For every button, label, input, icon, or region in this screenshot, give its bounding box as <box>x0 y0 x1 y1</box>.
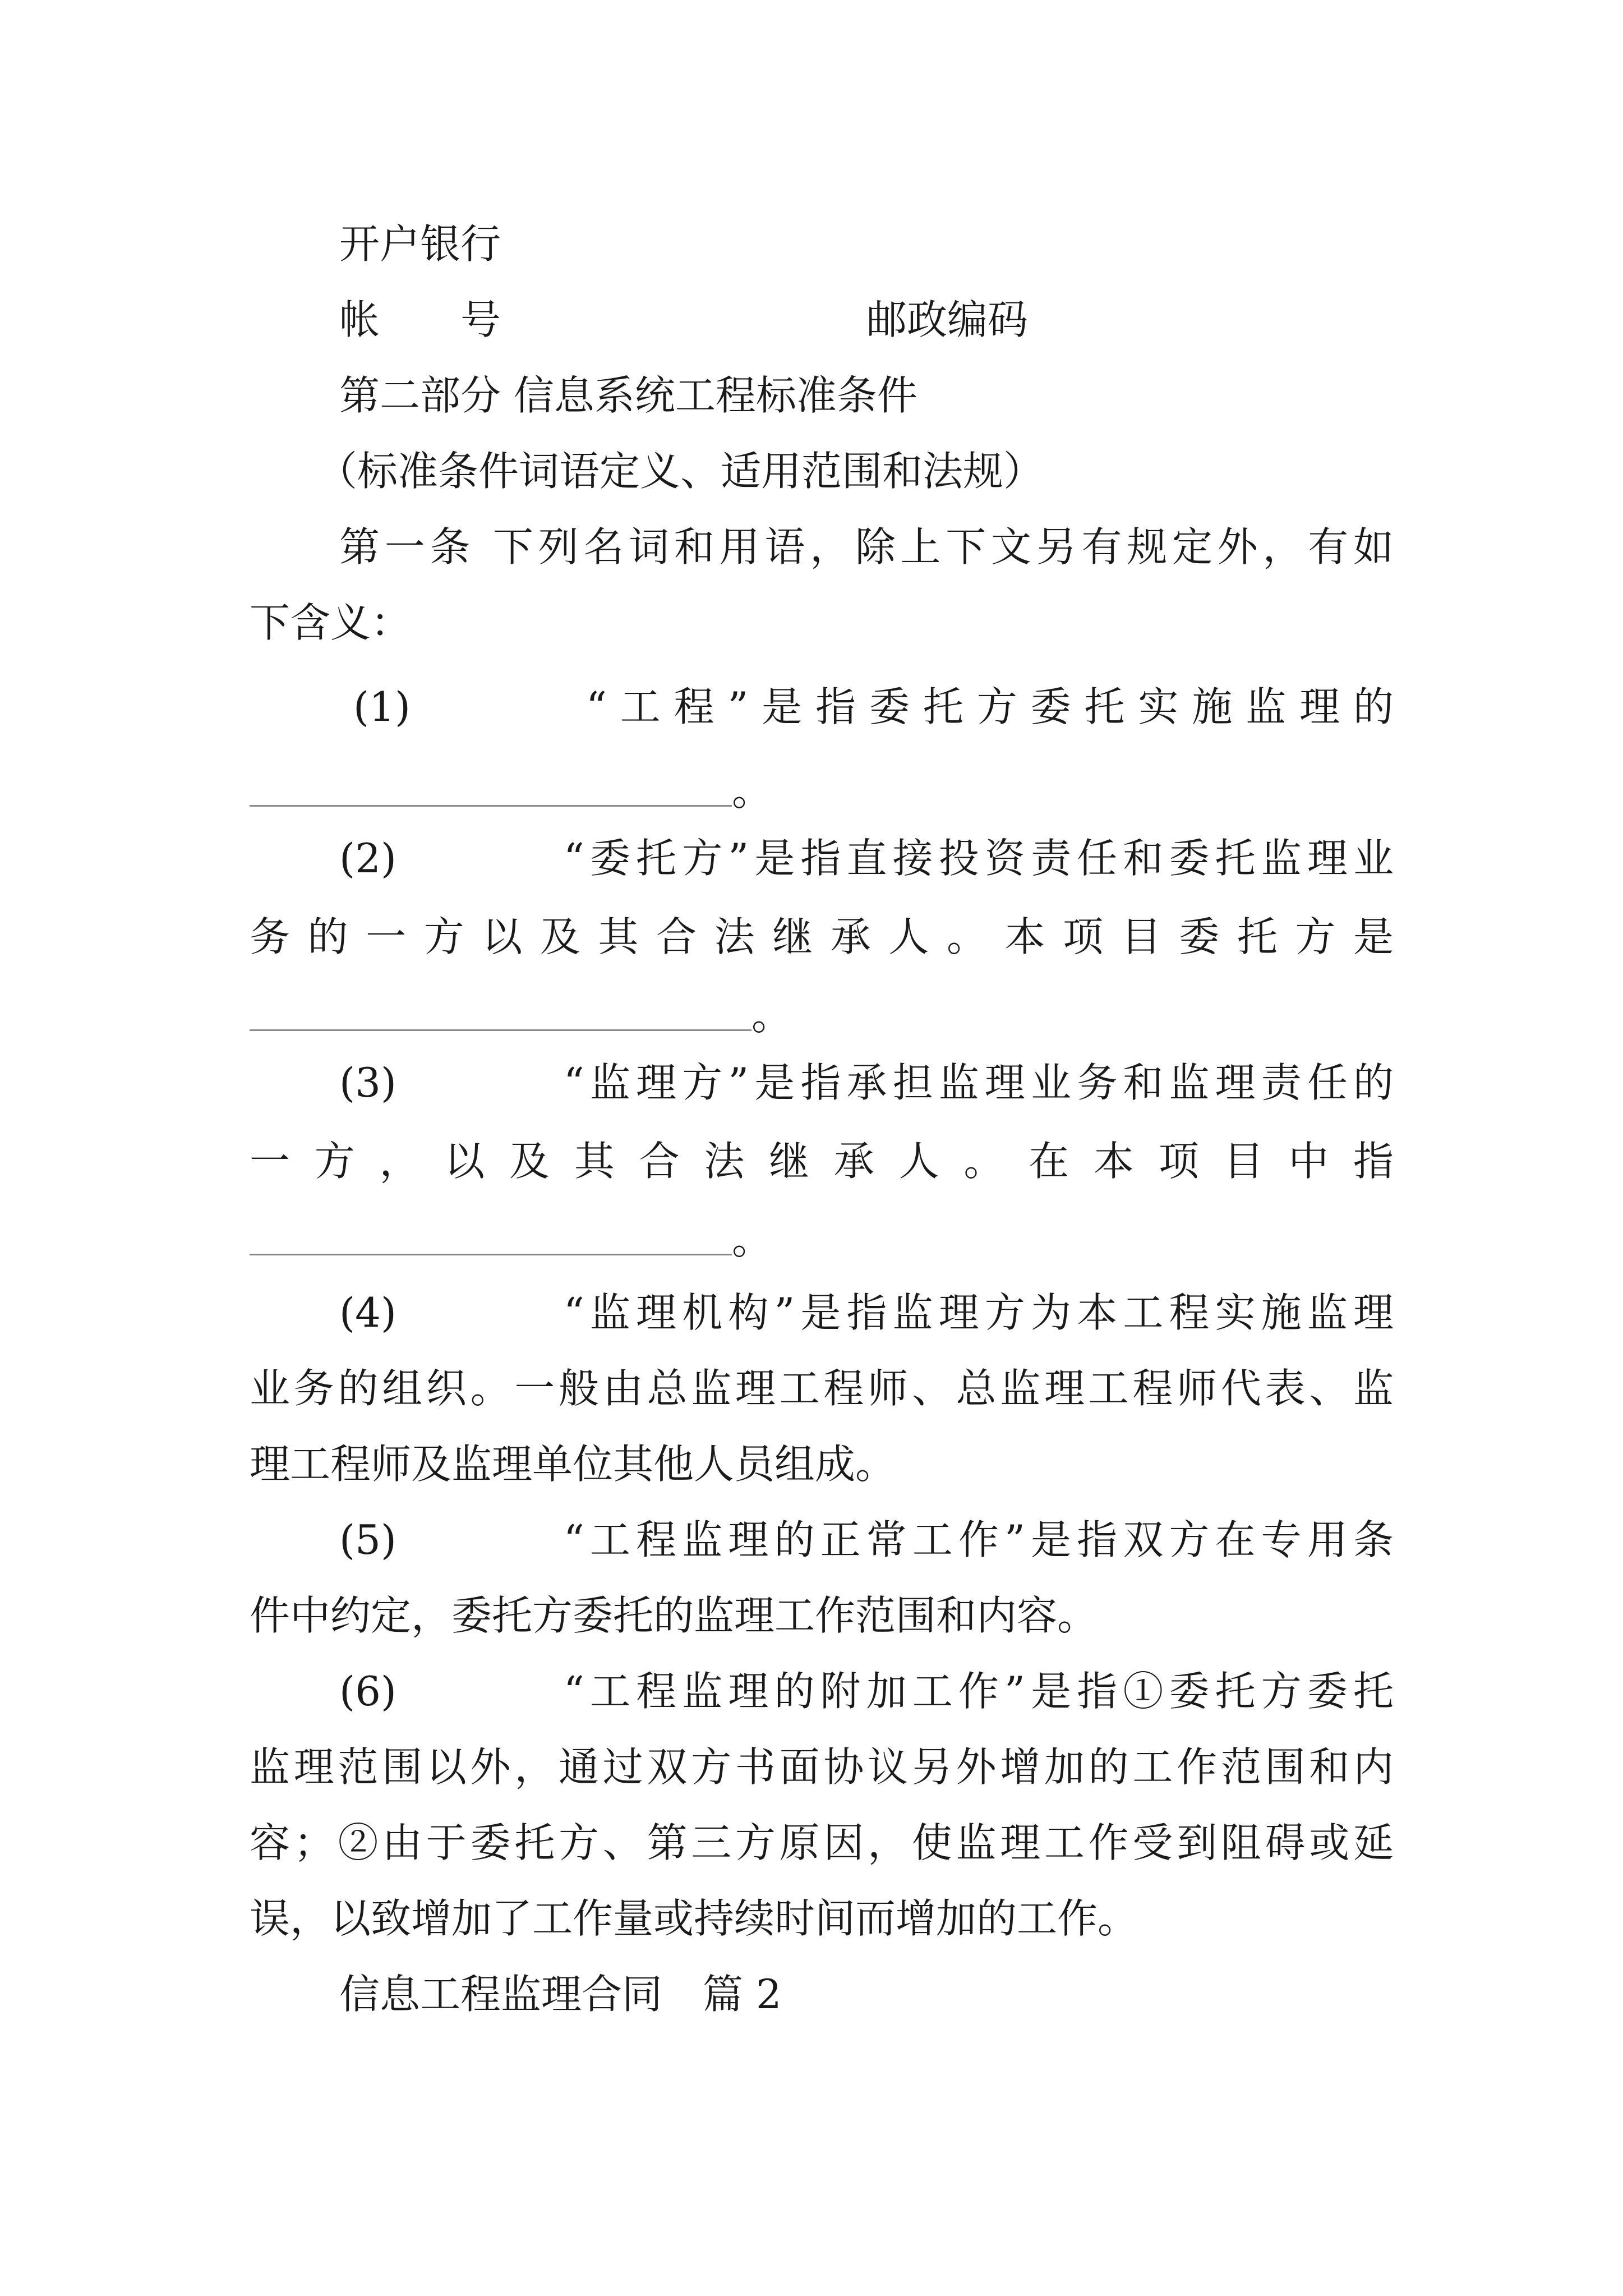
item-1-tail: 。 <box>732 767 773 815</box>
item-3-number: (3) <box>339 1059 396 1106</box>
article-1-line-1: 第一条 下列名词和用语，除上下文另有规定外，有如 <box>339 523 1394 570</box>
item-4-line-2: 业务的组织。一般由总监理工程师、总监理工程师代表、监 <box>250 1365 1394 1412</box>
item-2-line-2: 务的一方以及其合法继承人。本项目委托方是 <box>250 913 1394 960</box>
fill-in-blank <box>250 1253 732 1255</box>
item-6-line-2: 监理范围以外，通过双方书面协议另外增加的工作范围和内 <box>250 1743 1394 1791</box>
item-3-blank-line <box>250 1212 772 1268</box>
section-subtitle: （标准条件词语定义、适用范围和法规） <box>317 448 1044 495</box>
item-6-line-3: 容；②由于委托方、第三方原因，使监理工作受到阻碍或延 <box>250 1819 1394 1866</box>
bank-label: 开户银行 <box>339 220 501 268</box>
item-3-line-2: 一方，以及其合法继承人。在本项目中指 <box>250 1138 1394 1185</box>
item-5-number: (5) <box>339 1516 396 1563</box>
item-2-blank-line <box>250 987 792 1043</box>
item-4-number: (4) <box>339 1289 396 1336</box>
item-4-line-1: “监理机构”是指监理方为本工程实施监理 <box>564 1289 1394 1336</box>
item-6-line-4: 误，以致增加了工作量或持续时间而增加的工作。 <box>250 1895 1138 1942</box>
account-label: 帐 号 <box>339 296 501 343</box>
item-3-tail: 。 <box>732 1216 773 1263</box>
postcode-label: 邮政编码 <box>866 296 1029 343</box>
item-5-line-1: “工程监理的正常工作”是指双方在专用条 <box>564 1516 1394 1563</box>
item-6-line-1: “工程监理的附加工作”是指①委托方委托 <box>564 1668 1394 1715</box>
item-2-line-1: “委托方”是指直接投资责任和委托监理业 <box>564 835 1394 882</box>
item-4-line-3: 理工程师及监理单位其他人员组成。 <box>250 1441 896 1488</box>
next-section-heading: 信息工程监理合同 篇 2 <box>339 1971 782 2018</box>
item-1-number: (1) <box>353 683 411 730</box>
item-2-tail: 。 <box>751 992 792 1039</box>
section-title: 第二部分 信息系统工程标准条件 <box>339 372 917 419</box>
item-1-line-1: “工程”是指委托方委托实施监理的 <box>586 683 1394 730</box>
item-5-line-2: 件中约定，委托方委托的监理工作范围和内容。 <box>250 1592 1098 1639</box>
fill-in-blank <box>250 804 732 807</box>
item-2-number: (2) <box>339 835 396 882</box>
article-1-line-2: 下含义： <box>250 599 412 646</box>
item-6-number: (6) <box>339 1668 396 1715</box>
item-3-line-1: “监理方”是指承担监理业务和监理责任的 <box>564 1059 1394 1106</box>
fill-in-blank <box>250 1029 751 1031</box>
item-1-blank-line <box>250 763 772 819</box>
